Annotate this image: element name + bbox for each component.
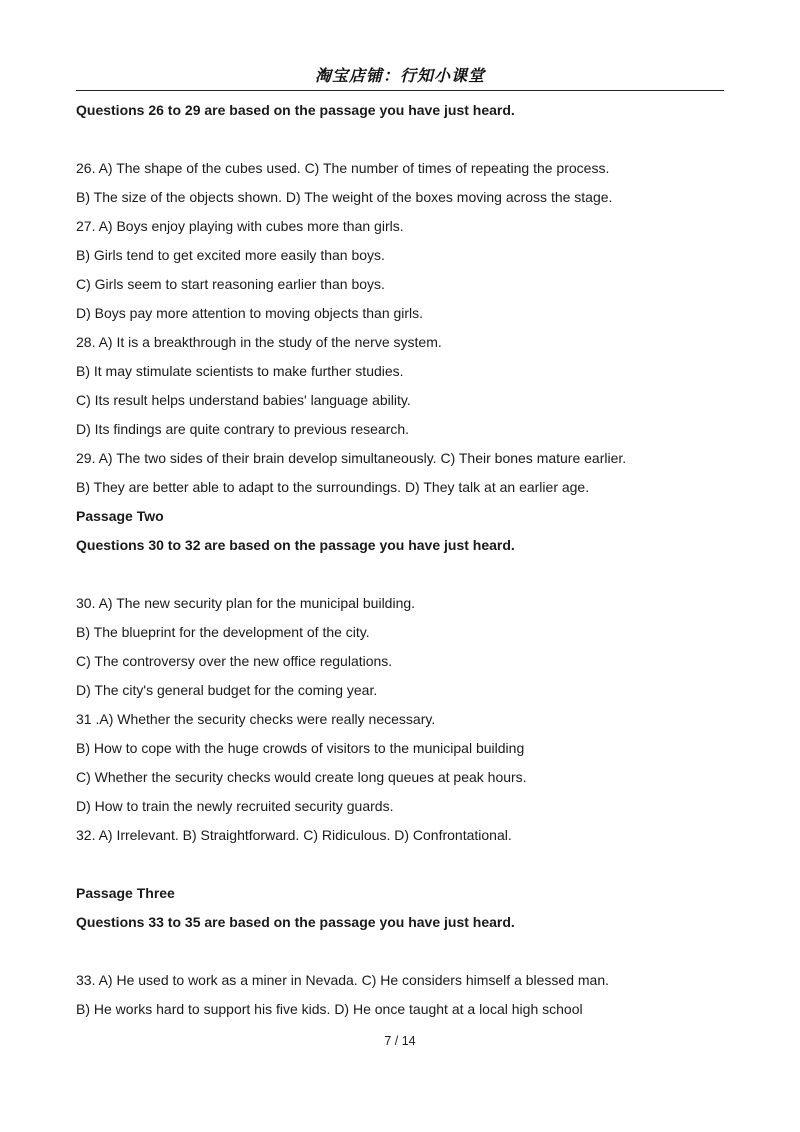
question-28-option-d: D) Its findings are quite contrary to previous research. (76, 421, 410, 437)
question-29-line-1: 29. A) The two sides of their brain develop simultaneously. C) Their bones mature earlier. (76, 450, 627, 466)
page-header (76, 60, 724, 91)
spacer (76, 560, 736, 589)
document-body (76, 96, 736, 1024)
section-two-instruction: Questions 30 to 32 are based on the passage you have just heard. (76, 537, 515, 553)
header-title: 淘宝店铺：行知小课堂 (314, 66, 485, 85)
question-27-option-b: B) Girls tend to get excited more easily than boys. (76, 247, 385, 263)
question-28-option-b: B) It may stimulate scientists to make further studies. (76, 363, 404, 379)
question-26-line-1: 26. A) The shape of the cubes used. C) The number of times of repeating the process. (76, 160, 610, 176)
question-29-line-2: B) They are better able to adapt to the surroundings. D) They talk at an earlier age. (76, 479, 590, 495)
question-28-option-a: 28. A) It is a breakthrough in the study of the nerve system. (76, 334, 442, 350)
question-26-line-2: B) The size of the objects shown. D) The weight of the boxes moving across the stage. (76, 189, 613, 205)
question-31-option-b: B) How to cope with the huge crowds of visitors to the municipal building (76, 740, 525, 756)
question-30-option-d: D) The city's general budget for the coming year. (76, 682, 378, 698)
spacer (76, 850, 736, 879)
question-30-option-c: C) The controversy over the new office regulations. (76, 653, 393, 669)
spacer (76, 125, 736, 154)
question-31-option-a: 31 .A) Whether the security checks were really necessary. (76, 711, 436, 727)
question-27-option-a: 27. A) Boys enjoy playing with cubes more than girls. (76, 218, 404, 234)
question-31-option-d: D) How to train the newly recruited security guards. (76, 798, 394, 814)
section-two-heading: Passage Two (76, 508, 164, 524)
question-30-option-b: B) The blueprint for the development of the city. (76, 624, 370, 640)
question-27-option-d: D) Boys pay more attention to moving objects than girls. (76, 305, 424, 321)
question-33-line-2: B) He works hard to support his five kids. D) He once taught at a local high school (76, 1001, 583, 1017)
question-31-option-c: C) Whether the security checks would create long queues at peak hours. (76, 769, 527, 785)
question-27-option-c: C) Girls seem to start reasoning earlier than boys. (76, 276, 385, 292)
question-30-option-a: 30. A) The new security plan for the municipal building. (76, 595, 416, 611)
section-one-instruction: Questions 26 to 29 are based on the passage you have just heard. (76, 102, 515, 118)
question-28-option-c: C) Its result helps understand babies' language ability. (76, 392, 411, 408)
question-32-options: 32. A) Irrelevant. B) Straightforward. C) Ridiculous. D) Confrontational. (76, 827, 512, 843)
spacer (76, 937, 736, 966)
section-three-heading: Passage Three (76, 885, 175, 901)
section-three-instruction: Questions 33 to 35 are based on the passage you have just heard. (76, 914, 515, 930)
question-33-line-1: 33. A) He used to work as a miner in Nevada. C) He considers himself a blessed man. (76, 972, 610, 988)
page-number: 7 / 14 (384, 1034, 416, 1048)
